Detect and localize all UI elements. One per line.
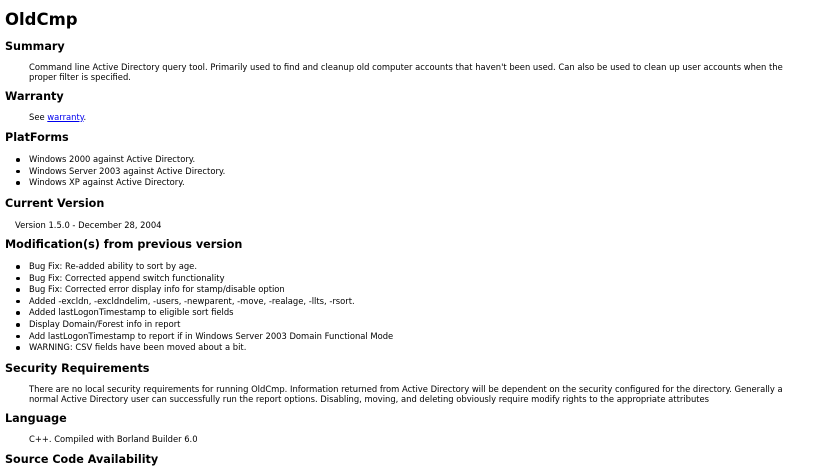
source-code-heading: Source Code Availability bbox=[5, 453, 159, 466]
language-heading: Language bbox=[5, 412, 67, 425]
list-item: Bug Fix: Corrected append switch functionality bbox=[29, 273, 393, 285]
modifications-list bbox=[5, 261, 393, 354]
list-item: WARNING: CSV fields have been moved about a bit. bbox=[29, 342, 393, 354]
list-item: Bug Fix: Re-added ability to sort by age. bbox=[29, 261, 393, 273]
list-item: Windows XP against Active Directory. bbox=[29, 177, 225, 189]
platforms-list bbox=[5, 154, 225, 189]
list-item: Windows Server 2003 against Active Directory. bbox=[29, 165, 226, 176]
current-version-heading: Current Version bbox=[5, 197, 105, 210]
security-text: There are no local security requirements for running OldCmp. Information returned from Active Directory will be dependent on the security configured for the directory. Generally a normal Active Directory user can successfully run the report options. Disabling, moving, and deleting obviously require modify rights to the appropriate attributes bbox=[29, 384, 783, 404]
language-text: C++. Compiled with Borland Builder 6.0 bbox=[29, 434, 198, 444]
page-title: OldCmp bbox=[5, 10, 78, 29]
modifications-heading: Modification(s) from previous version bbox=[5, 238, 243, 251]
warranty-text bbox=[29, 112, 811, 122]
current-version-text: Version 1.5.0 - December 28, 2004 bbox=[15, 220, 162, 230]
warranty-prefix: See bbox=[29, 112, 48, 122]
list-item: Windows 2000 against Active Directory. bbox=[29, 154, 225, 166]
warranty-suffix: . bbox=[83, 112, 87, 122]
list-item: Display Domain/Forest info in report bbox=[29, 319, 393, 331]
security-heading: Security Requirements bbox=[5, 362, 150, 375]
list-item: Add lastLogonTimestamp to report if in Windows Server 2003 Domain Functional Mode bbox=[29, 330, 394, 341]
warranty-heading: Warranty bbox=[5, 90, 64, 103]
list-item: Added -excldn, -excldndelim, -users, -newparent, -move, -realage, -llts, -rsort. bbox=[29, 296, 393, 308]
summary-text: Command line Active Directory query tool. Primarily used to find and cleanup old computer accounts that haven't been used. Can also be used to clean up user accounts when the proper filter is specified. bbox=[29, 62, 783, 82]
summary-heading: Summary bbox=[5, 40, 65, 53]
list-item: Bug Fix: Corrected error display info for stamp/disable option bbox=[29, 284, 393, 296]
platforms-heading: PlatForms bbox=[5, 131, 69, 144]
warranty-link[interactable]: warranty bbox=[47, 112, 84, 122]
list-item: Added lastLogonTimestamp to eligible sort fields bbox=[29, 307, 393, 319]
